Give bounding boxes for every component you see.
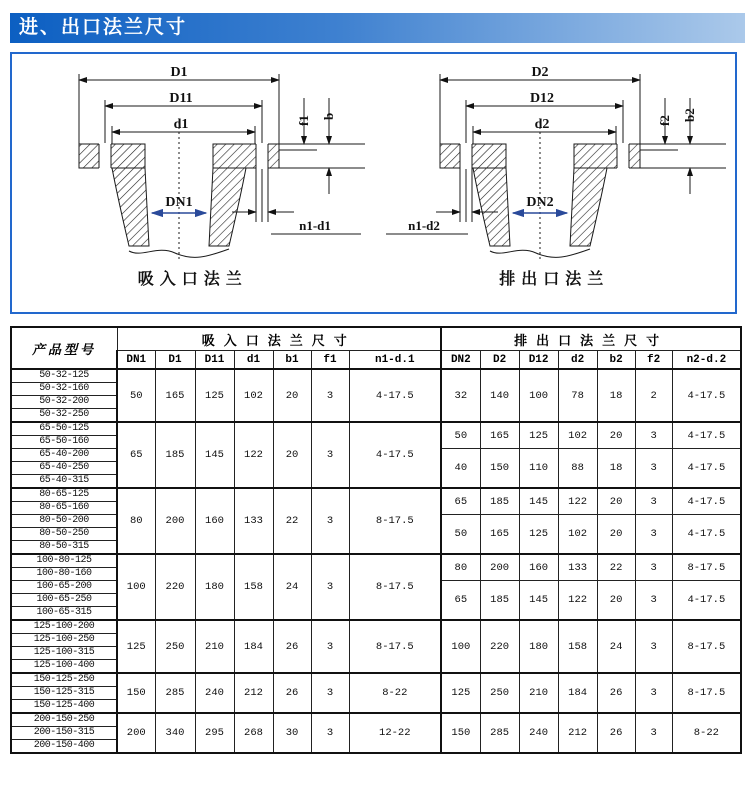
suction-value-cell: 100: [117, 554, 155, 620]
col-header-D11: D11: [195, 351, 234, 370]
discharge-value-cell: 88: [558, 449, 597, 489]
discharge-value-cell: 20: [597, 515, 635, 555]
model-cell: 150-125-400: [11, 700, 117, 714]
discharge-value-cell: 8-17.5: [672, 620, 741, 673]
discharge-value-cell: 4-17.5: [672, 581, 741, 621]
discharge-value-cell: 200: [480, 554, 519, 581]
discharge-value-cell: 122: [558, 488, 597, 515]
dim-label-d2: d2: [534, 117, 550, 132]
suction-value-cell: 3: [311, 620, 349, 673]
suction-group-header: 吸入口法兰尺寸: [117, 327, 441, 351]
dim-label-b2: b2: [682, 108, 698, 122]
discharge-value-cell: 18: [597, 449, 635, 489]
model-cell: 125-100-400: [11, 660, 117, 674]
discharge-value-cell: 4-17.5: [672, 449, 741, 489]
flange-table-body: [11, 369, 741, 753]
discharge-value-cell: 160: [519, 554, 558, 581]
model-cell: 100-80-160: [11, 568, 117, 581]
suction-value-cell: 200: [117, 713, 155, 753]
discharge-value-cell: 20: [597, 422, 635, 449]
suction-flange-drawing: [17, 64, 369, 264]
model-cell: 100-65-315: [11, 607, 117, 621]
discharge-value-cell: 110: [519, 449, 558, 489]
suction-value-cell: 125: [195, 369, 234, 422]
col-header-DN1: DN1: [117, 351, 155, 370]
suction-value-cell: 150: [117, 673, 155, 713]
dim-label-D2: D2: [531, 65, 549, 80]
suction-value-cell: 30: [273, 713, 311, 753]
discharge-value-cell: 133: [558, 554, 597, 581]
discharge-value-cell: 22: [597, 554, 635, 581]
discharge-value-cell: 125: [519, 515, 558, 555]
model-cell: 65-40-315: [11, 475, 117, 489]
model-cell: 100-80-125: [11, 554, 117, 568]
discharge-value-cell: 20: [597, 581, 635, 621]
discharge-value-cell: 165: [480, 515, 519, 555]
dim-label-D11: D11: [169, 91, 193, 106]
discharge-value-cell: 100: [519, 369, 558, 422]
discharge-value-cell: 8-17.5: [672, 673, 741, 713]
dim-label-d1: d1: [173, 117, 189, 132]
discharge-value-cell: 3: [635, 713, 672, 753]
discharge-value-cell: 285: [480, 713, 519, 753]
discharge-value-cell: 165: [480, 422, 519, 449]
suction-flange-diagram: [12, 54, 374, 289]
discharge-value-cell: 50: [441, 422, 480, 449]
suction-value-cell: 20: [273, 369, 311, 422]
flange-diagrams-panel: [10, 52, 737, 314]
discharge-value-cell: 150: [480, 449, 519, 489]
suction-value-cell: 8-17.5: [349, 554, 441, 620]
col-header-model: 产品型号: [11, 327, 117, 369]
table-row: [11, 713, 741, 727]
suction-value-cell: 12-22: [349, 713, 441, 753]
discharge-value-cell: 185: [480, 488, 519, 515]
discharge-value-cell: 100: [441, 620, 480, 673]
suction-value-cell: 65: [117, 422, 155, 488]
discharge-flange-drawing: [378, 64, 730, 264]
suction-value-cell: 125: [117, 620, 155, 673]
suction-value-cell: 4-17.5: [349, 369, 441, 422]
suction-value-cell: 133: [234, 488, 273, 554]
suction-value-cell: 3: [311, 713, 349, 753]
suction-value-cell: 8-17.5: [349, 620, 441, 673]
model-cell: 80-50-315: [11, 541, 117, 555]
discharge-value-cell: 4-17.5: [672, 488, 741, 515]
discharge-value-cell: 102: [558, 515, 597, 555]
discharge-value-cell: 26: [597, 673, 635, 713]
model-cell: 65-40-200: [11, 449, 117, 462]
discharge-value-cell: 184: [558, 673, 597, 713]
dim-label-n1-d2: n1-d2: [408, 218, 441, 233]
discharge-value-cell: 3: [635, 620, 672, 673]
discharge-value-cell: 8-22: [672, 713, 741, 753]
col-header-b1: b1: [273, 351, 311, 370]
page-title-banner: [10, 13, 745, 43]
discharge-value-cell: 140: [480, 369, 519, 422]
col-header-b2: b2: [597, 351, 635, 370]
suction-value-cell: 8-17.5: [349, 488, 441, 554]
dim-label-DN1: DN1: [165, 195, 193, 210]
suction-value-cell: 50: [117, 369, 155, 422]
model-cell: 150-125-250: [11, 673, 117, 687]
table-row: [11, 422, 741, 436]
suction-value-cell: 3: [311, 488, 349, 554]
model-cell: 100-65-200: [11, 581, 117, 594]
discharge-value-cell: 125: [519, 422, 558, 449]
col-header-f1: f1: [311, 351, 349, 370]
model-cell: 125-100-200: [11, 620, 117, 634]
suction-flange-caption: 吸入口法兰: [137, 271, 248, 288]
table-row: [11, 554, 741, 568]
discharge-value-cell: 3: [635, 673, 672, 713]
discharge-value-cell: 50: [441, 515, 480, 555]
suction-value-cell: 158: [234, 554, 273, 620]
discharge-value-cell: 145: [519, 488, 558, 515]
model-cell: 200-150-250: [11, 713, 117, 727]
flange-table: [10, 326, 742, 754]
suction-value-cell: 250: [155, 620, 195, 673]
discharge-value-cell: 180: [519, 620, 558, 673]
model-cell: 125-100-250: [11, 634, 117, 647]
suction-value-cell: 4-17.5: [349, 422, 441, 488]
discharge-value-cell: 4-17.5: [672, 515, 741, 555]
discharge-value-cell: 32: [441, 369, 480, 422]
discharge-value-cell: 65: [441, 488, 480, 515]
discharge-value-cell: 24: [597, 620, 635, 673]
dim-label-f1: f1: [295, 115, 311, 126]
dim-label-D12: D12: [530, 91, 555, 106]
suction-value-cell: 3: [311, 422, 349, 488]
discharge-value-cell: 158: [558, 620, 597, 673]
discharge-value-cell: 125: [441, 673, 480, 713]
discharge-value-cell: 8-17.5: [672, 554, 741, 581]
discharge-value-cell: 3: [635, 422, 672, 449]
col-header-d2: d2: [558, 351, 597, 370]
dim-label-b: b: [320, 112, 336, 120]
discharge-value-cell: 4-17.5: [672, 369, 741, 422]
col-header-D2: D2: [480, 351, 519, 370]
model-cell: 65-50-160: [11, 436, 117, 449]
model-cell: 50-32-250: [11, 409, 117, 423]
suction-value-cell: 26: [273, 620, 311, 673]
discharge-value-cell: 150: [441, 713, 480, 753]
suction-value-cell: 122: [234, 422, 273, 488]
discharge-value-cell: 3: [635, 581, 672, 621]
discharge-flange-caption: 排出口法兰: [499, 271, 610, 288]
suction-value-cell: 268: [234, 713, 273, 753]
dim-label-D1: D1: [170, 65, 188, 80]
suction-value-cell: 102: [234, 369, 273, 422]
discharge-flange-diagram: [374, 54, 736, 289]
suction-value-cell: 340: [155, 713, 195, 753]
model-cell: 200-150-315: [11, 727, 117, 740]
suction-value-cell: 20: [273, 422, 311, 488]
suction-value-cell: 210: [195, 620, 234, 673]
discharge-value-cell: 250: [480, 673, 519, 713]
dim-label-n1-d1: n1-d1: [298, 218, 331, 233]
discharge-value-cell: 185: [480, 581, 519, 621]
model-cell: 80-65-125: [11, 488, 117, 502]
model-cell: 80-50-250: [11, 528, 117, 541]
col-header-D12: D12: [519, 351, 558, 370]
model-cell: 80-50-200: [11, 515, 117, 528]
discharge-value-cell: 122: [558, 581, 597, 621]
model-cell: 200-150-400: [11, 740, 117, 754]
discharge-value-cell: 26: [597, 713, 635, 753]
suction-value-cell: 295: [195, 713, 234, 753]
suction-value-cell: 24: [273, 554, 311, 620]
discharge-value-cell: 212: [558, 713, 597, 753]
discharge-value-cell: 18: [597, 369, 635, 422]
suction-value-cell: 200: [155, 488, 195, 554]
table-row: [11, 673, 741, 687]
suction-value-cell: 22: [273, 488, 311, 554]
table-row: [11, 369, 741, 383]
col-header-f2: f2: [635, 351, 672, 370]
suction-value-cell: 185: [155, 422, 195, 488]
suction-value-cell: 180: [195, 554, 234, 620]
discharge-value-cell: 3: [635, 554, 672, 581]
suction-value-cell: 220: [155, 554, 195, 620]
suction-value-cell: 3: [311, 369, 349, 422]
suction-value-cell: 26: [273, 673, 311, 713]
model-cell: 100-65-250: [11, 594, 117, 607]
suction-value-cell: 165: [155, 369, 195, 422]
suction-value-cell: 3: [311, 673, 349, 713]
table-row: [11, 620, 741, 634]
model-cell: 50-32-125: [11, 369, 117, 383]
suction-value-cell: 160: [195, 488, 234, 554]
page-title: 进、出口法兰尺寸: [19, 17, 188, 38]
suction-value-cell: 80: [117, 488, 155, 554]
model-cell: 65-50-125: [11, 422, 117, 436]
discharge-value-cell: 145: [519, 581, 558, 621]
suction-value-cell: 8-22: [349, 673, 441, 713]
table-row: [11, 488, 741, 502]
suction-value-cell: 240: [195, 673, 234, 713]
col-header-D1: D1: [155, 351, 195, 370]
suction-value-cell: 212: [234, 673, 273, 713]
suction-value-cell: 3: [311, 554, 349, 620]
discharge-value-cell: 220: [480, 620, 519, 673]
discharge-value-cell: 20: [597, 488, 635, 515]
discharge-value-cell: 2: [635, 369, 672, 422]
model-cell: 80-65-160: [11, 502, 117, 515]
discharge-value-cell: 3: [635, 515, 672, 555]
discharge-value-cell: 240: [519, 713, 558, 753]
discharge-value-cell: 65: [441, 581, 480, 621]
col-header-n1-d1: n1-d.1: [349, 351, 441, 370]
discharge-value-cell: 3: [635, 488, 672, 515]
discharge-value-cell: 78: [558, 369, 597, 422]
model-cell: 50-32-160: [11, 383, 117, 396]
col-header-n2-d2: n2-d.2: [672, 351, 741, 370]
discharge-value-cell: 4-17.5: [672, 422, 741, 449]
suction-value-cell: 145: [195, 422, 234, 488]
discharge-value-cell: 102: [558, 422, 597, 449]
dim-label-DN2: DN2: [526, 195, 554, 210]
col-header-DN2: DN2: [441, 351, 480, 370]
discharge-value-cell: 3: [635, 449, 672, 489]
model-cell: 65-40-250: [11, 462, 117, 475]
discharge-value-cell: 80: [441, 554, 480, 581]
dim-label-f2: f2: [657, 115, 673, 126]
suction-value-cell: 285: [155, 673, 195, 713]
model-cell: 125-100-315: [11, 647, 117, 660]
discharge-value-cell: 40: [441, 449, 480, 489]
discharge-value-cell: 210: [519, 673, 558, 713]
suction-value-cell: 184: [234, 620, 273, 673]
discharge-group-header: 排出口法兰尺寸: [441, 327, 741, 351]
col-header-d1: d1: [234, 351, 273, 370]
model-cell: 50-32-200: [11, 396, 117, 409]
model-cell: 150-125-315: [11, 687, 117, 700]
